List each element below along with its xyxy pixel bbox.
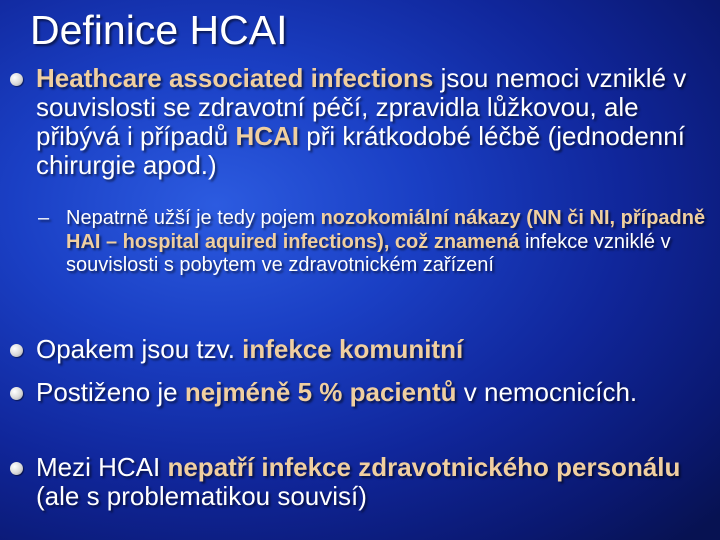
bullet-patients-affected <box>36 378 716 407</box>
bullet-icon <box>10 344 23 357</box>
text-run: infekce vzniklé v souvislosti s pobytem ve zdravotnickém zařízení <box>66 230 671 276</box>
text-run: nepatří infekce zdravotnického personálu <box>167 452 681 482</box>
text-run: infekce komunitní <box>242 334 464 364</box>
text-run: Mezi HCAI <box>36 452 168 482</box>
text-run: nozokomiální nákazy (NN či NI, případně HAI – hospital aquired infections), což znamená <box>66 207 706 253</box>
text-run: nejméně 5 % pacientů <box>184 377 457 407</box>
text-run: Postiženo je <box>36 377 185 407</box>
text-run: Opakem jsou tzv. <box>36 334 243 364</box>
bullet-icon <box>10 73 23 86</box>
text-run: (ale s problematikou souvisí) <box>36 481 367 511</box>
bullet-hcai-definition <box>36 64 716 180</box>
slide-title: Definice HCAI <box>30 7 288 53</box>
text-run: v nemocnicích. <box>456 377 638 407</box>
dash-marker: – <box>38 207 50 229</box>
bullet-staff-infections <box>36 453 716 511</box>
text-run: Heathcare associated infections <box>36 63 434 93</box>
bullet-community-infections <box>36 335 716 364</box>
text-run: Nepatrně užší je tedy pojem <box>66 207 321 229</box>
bullet-icon <box>10 462 23 475</box>
text-run: při krátkodobé léčbě (jednodenní chirurgie apod.) <box>36 121 685 180</box>
subbullet-nosocomial <box>38 207 716 278</box>
text-run: HCAI <box>235 121 300 151</box>
bullet-icon <box>10 387 23 400</box>
text-run: jsou nemoci vzniklé v souvislosti se zdravotní péčí, zpravidla lůžkovou, ale přibývá i případů <box>36 63 687 151</box>
